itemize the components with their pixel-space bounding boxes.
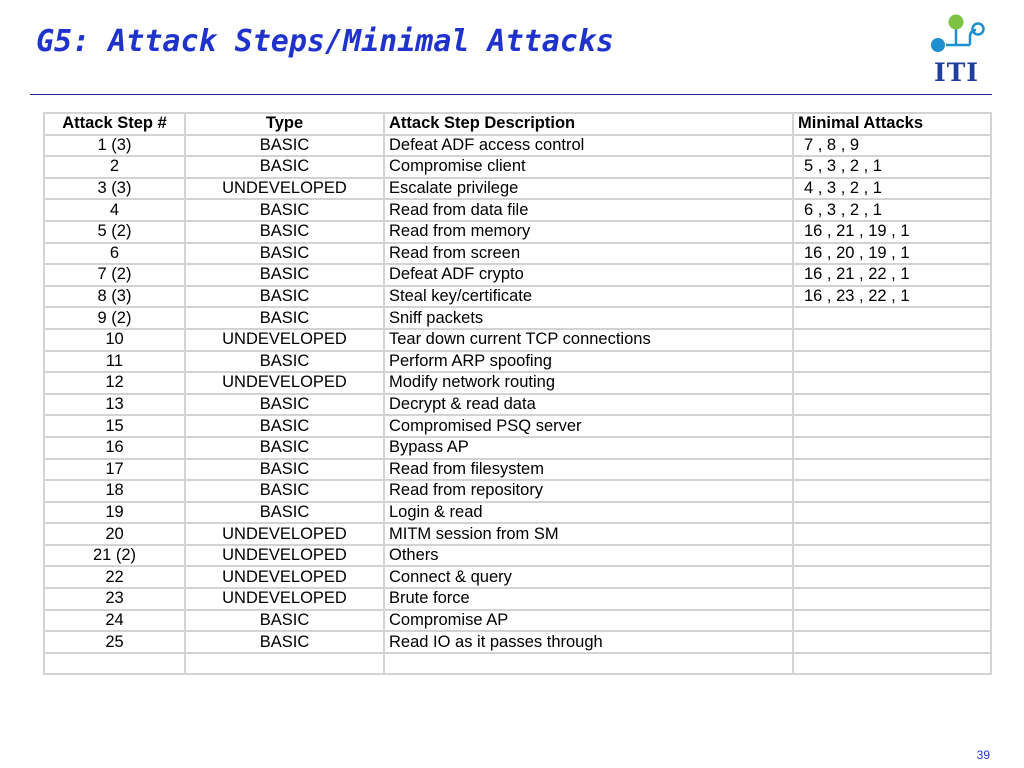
cell-description: Bypass AP (384, 437, 793, 459)
cell-minimal-attacks (793, 394, 991, 416)
cell-description: Compromise AP (384, 610, 793, 632)
cell-minimal-attacks: 16 , 20 , 19 , 1 (793, 243, 991, 265)
cell-minimal-attacks (793, 329, 991, 351)
cell-type: BASIC (185, 502, 384, 524)
page-number: 39 (976, 748, 990, 762)
cell-minimal-attacks (793, 502, 991, 524)
cell-minimal-attacks (793, 372, 991, 394)
table-row (44, 502, 991, 524)
table-row (44, 566, 991, 588)
table-row (44, 221, 991, 243)
table-row (44, 243, 991, 265)
cell-minimal-attacks: 7 , 8 , 9 (793, 135, 991, 157)
table-row (44, 480, 991, 502)
cell-attack-step: 20 (44, 523, 185, 545)
table-row (44, 610, 991, 632)
cell-description: Read from screen (384, 243, 793, 265)
cell-type: BASIC (185, 631, 384, 653)
cell-type: BASIC (185, 610, 384, 632)
table-row (44, 329, 991, 351)
cell-minimal-attacks: 16 , 21 , 22 , 1 (793, 264, 991, 286)
cell-attack-step: 18 (44, 480, 185, 502)
cell-description: Read from memory (384, 221, 793, 243)
cell-minimal-attacks: 5 , 3 , 2 , 1 (793, 156, 991, 178)
table-row (44, 394, 991, 416)
cell-minimal-attacks (793, 653, 991, 675)
cell-attack-step: 7 (2) (44, 264, 185, 286)
title-divider (30, 94, 992, 95)
cell-type: BASIC (185, 199, 384, 221)
cell-minimal-attacks (793, 631, 991, 653)
cell-attack-step: 2 (44, 156, 185, 178)
cell-attack-step: 3 (3) (44, 178, 185, 200)
cell-type: BASIC (185, 351, 384, 373)
cell-description: Compromised PSQ server (384, 415, 793, 437)
cell-type: UNDEVELOPED (185, 372, 384, 394)
cell-description: Perform ARP spoofing (384, 351, 793, 373)
cell-description: Tear down current TCP connections (384, 329, 793, 351)
cell-description: Escalate privilege (384, 178, 793, 200)
cell-attack-step: 6 (44, 243, 185, 265)
cell-minimal-attacks (793, 545, 991, 567)
cell-type: BASIC (185, 264, 384, 286)
cell-attack-step: 21 (2) (44, 545, 185, 567)
cell-minimal-attacks (793, 566, 991, 588)
cell-description: Others (384, 545, 793, 567)
cell-minimal-attacks: 4 , 3 , 2 , 1 (793, 178, 991, 200)
cell-description: Read from repository (384, 480, 793, 502)
cell-minimal-attacks (793, 588, 991, 610)
cell-description: MITM session from SM (384, 523, 793, 545)
cell-minimal-attacks (793, 459, 991, 481)
cell-description: Modify network routing (384, 372, 793, 394)
cell-attack-step: 16 (44, 437, 185, 459)
table-row (44, 351, 991, 373)
cell-description: Decrypt & read data (384, 394, 793, 416)
cell-description: Sniff packets (384, 307, 793, 329)
cell-description: Steal key/certificate (384, 286, 793, 308)
cell-attack-step: 4 (44, 199, 185, 221)
table-row (44, 199, 991, 221)
cell-attack-step: 22 (44, 566, 185, 588)
logo-wordmark: ITI (934, 58, 979, 87)
cell-type: UNDEVELOPED (185, 523, 384, 545)
cell-attack-step: 25 (44, 631, 185, 653)
table-row (44, 135, 991, 157)
cell-type: BASIC (185, 221, 384, 243)
cell-description: Read from filesystem (384, 459, 793, 481)
table-row (44, 286, 991, 308)
table-row (44, 415, 991, 437)
cell-attack-step: 23 (44, 588, 185, 610)
header-description: Attack Step Description (384, 113, 793, 135)
cell-minimal-attacks (793, 307, 991, 329)
table-row (44, 631, 991, 653)
cell-attack-step: 1 (3) (44, 135, 185, 157)
cell-type: BASIC (185, 437, 384, 459)
cell-minimal-attacks: 6 , 3 , 2 , 1 (793, 199, 991, 221)
cell-type: BASIC (185, 394, 384, 416)
table-row (44, 178, 991, 200)
cell-description: Defeat ADF crypto (384, 264, 793, 286)
cell-minimal-attacks: 16 , 21 , 19 , 1 (793, 221, 991, 243)
cell-type: BASIC (185, 286, 384, 308)
table-row (44, 372, 991, 394)
table-body (44, 135, 991, 675)
cell-description: Read IO as it passes through (384, 631, 793, 653)
cell-minimal-attacks (793, 610, 991, 632)
cell-minimal-attacks (793, 437, 991, 459)
cell-type: UNDEVELOPED (185, 545, 384, 567)
table-row (44, 264, 991, 286)
cell-description: Brute force (384, 588, 793, 610)
cell-minimal-attacks: 16 , 23 , 22 , 1 (793, 286, 991, 308)
header-type: Type (185, 113, 384, 135)
cell-type: BASIC (185, 415, 384, 437)
attack-steps-table (43, 112, 992, 675)
cell-attack-step: 11 (44, 351, 185, 373)
header-attack-step: Attack Step # (44, 113, 185, 135)
cell-description: Login & read (384, 502, 793, 524)
cell-attack-step: 24 (44, 610, 185, 632)
cell-attack-step: 12 (44, 372, 185, 394)
cell-attack-step: 10 (44, 329, 185, 351)
cell-description: Defeat ADF access control (384, 135, 793, 157)
cell-type: BASIC (185, 307, 384, 329)
cell-type: UNDEVELOPED (185, 588, 384, 610)
table-row (44, 156, 991, 178)
cell-attack-step: 8 (3) (44, 286, 185, 308)
cell-description: Connect & query (384, 566, 793, 588)
cell-type: UNDEVELOPED (185, 329, 384, 351)
cell-attack-step: 5 (2) (44, 221, 185, 243)
cell-attack-step: 13 (44, 394, 185, 416)
cell-attack-step: 17 (44, 459, 185, 481)
cell-attack-step: 15 (44, 415, 185, 437)
table-row (44, 588, 991, 610)
cell-minimal-attacks (793, 523, 991, 545)
table-header-row (44, 113, 991, 135)
cell-description: Read from data file (384, 199, 793, 221)
cell-attack-step: 19 (44, 502, 185, 524)
table-row (44, 459, 991, 481)
cell-minimal-attacks (793, 480, 991, 502)
cell-attack-step (44, 653, 185, 675)
slide-title: G5: Attack Steps/Minimal Attacks (36, 24, 614, 59)
table-row (44, 653, 991, 675)
cell-type: BASIC (185, 135, 384, 157)
cell-type (185, 653, 384, 675)
cell-type: BASIC (185, 480, 384, 502)
table-row (44, 437, 991, 459)
cell-minimal-attacks (793, 351, 991, 373)
table-row (44, 523, 991, 545)
cell-type: BASIC (185, 459, 384, 481)
cell-type: BASIC (185, 243, 384, 265)
cell-type: UNDEVELOPED (185, 178, 384, 200)
table-row (44, 545, 991, 567)
table-row (44, 307, 991, 329)
header-minimal-attacks: Minimal Attacks (793, 113, 991, 135)
cell-type: BASIC (185, 156, 384, 178)
cell-type: UNDEVELOPED (185, 566, 384, 588)
cell-description: Compromise client (384, 156, 793, 178)
cell-minimal-attacks (793, 415, 991, 437)
cell-attack-step: 9 (2) (44, 307, 185, 329)
cell-description (384, 653, 793, 675)
